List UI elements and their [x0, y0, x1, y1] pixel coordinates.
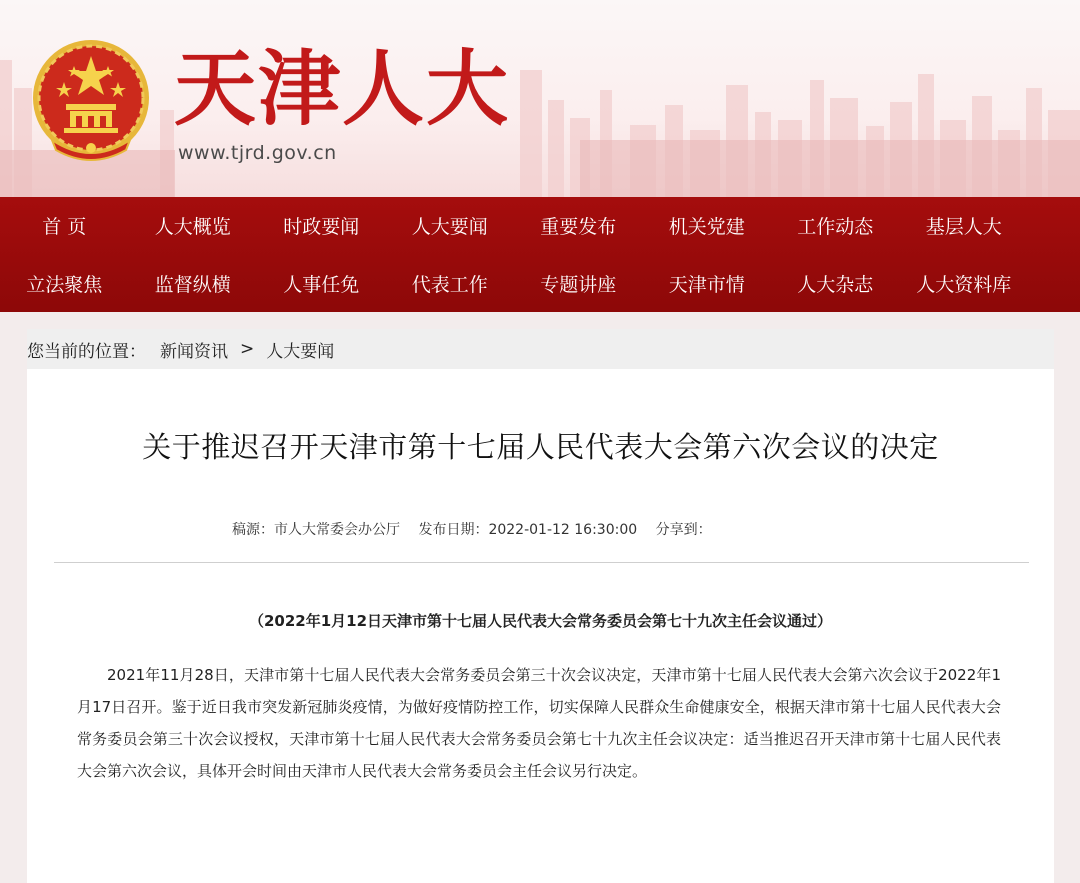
- nav-row-2: [0, 255, 1080, 312]
- article-body: 2021年11月28日，天津市第十七届人民代表大会常务委员会第三十次会议决定，天津市第十七届人民代表大会第六次会议于2022年1月17日召开。鉴于近日我市突发新冠肺炎疫情，为做好疫情防控工作，切实保障人民群众生命健康安全，根据天津市第十七届人民代表大会常务委员会第三十次会议授权，天津市第十七届人民代表大会常务委员会第七十九次主任会议决定：适当推迟召开天津市第十七届人民代表大会第六次会议，具体开会时间由天津市人民代表大会常务委员会主任会议另行决定。: [77, 666, 1001, 780]
- nav-row-1: [0, 197, 1080, 254]
- nav-item-work-updates[interactable]: 工作动态: [797, 216, 874, 238]
- share-label: 分享到：: [655, 522, 712, 538]
- article-source: 稿源：市人大常委会办公厅: [232, 522, 400, 538]
- nav-item-lectures[interactable]: 专题讲座: [540, 274, 617, 296]
- article-title: 关于推迟召开天津市第十七届人民代表大会第六次会议的决定: [142, 430, 939, 464]
- nav-item-npc-news[interactable]: 人大要闻: [411, 216, 488, 238]
- site-url[interactable]: www.tjrd.gov.cn: [178, 142, 337, 164]
- breadcrumb-item-npc-news[interactable]: 人大要闻: [266, 341, 335, 362]
- nav-item-appointments[interactable]: 人事任免: [283, 274, 360, 296]
- nav-item-party-building[interactable]: 机关党建: [668, 216, 745, 238]
- nav-item-legislation[interactable]: 立法聚焦: [26, 274, 103, 296]
- nav-item-magazine[interactable]: 人大杂志: [797, 274, 874, 296]
- header-banner: [0, 0, 1080, 197]
- nav-item-city-info[interactable]: 天津市情: [668, 274, 745, 296]
- breadcrumb-item-news[interactable]: 新闻资讯: [160, 341, 228, 362]
- nav-item-deputies[interactable]: 代表工作: [411, 274, 488, 296]
- article-publish-date: 发布日期：2022-01-12 16:30:00: [418, 522, 638, 538]
- national-emblem-icon: [30, 36, 152, 166]
- main-nav: [0, 197, 1080, 312]
- breadcrumb-label: 您当前的位置：: [27, 341, 146, 362]
- article-meta: [232, 519, 726, 539]
- nav-item-home[interactable]: 首 页: [42, 216, 87, 238]
- divider: [54, 562, 1029, 563]
- article-subtitle: （2022年1月12日天津市第十七届人民代表大会常务委员会第七十九次主任会议通过）: [248, 612, 833, 630]
- nav-item-releases[interactable]: 重要发布: [540, 216, 617, 238]
- breadcrumb-separator: >: [240, 339, 255, 359]
- nav-item-supervision[interactable]: 监督纵横: [154, 274, 231, 296]
- breadcrumb: [27, 329, 1054, 369]
- nav-item-politics-news[interactable]: 时政要闻: [283, 216, 360, 238]
- city-skyline-background: [0, 0, 1080, 197]
- nav-item-archives[interactable]: 人大资料库: [916, 274, 1012, 296]
- nav-item-overview[interactable]: 人大概览: [154, 216, 231, 238]
- content-panel: [27, 329, 1054, 883]
- site-title: 天津人大: [174, 41, 511, 137]
- nav-item-grassroots[interactable]: 基层人大: [925, 216, 1002, 238]
